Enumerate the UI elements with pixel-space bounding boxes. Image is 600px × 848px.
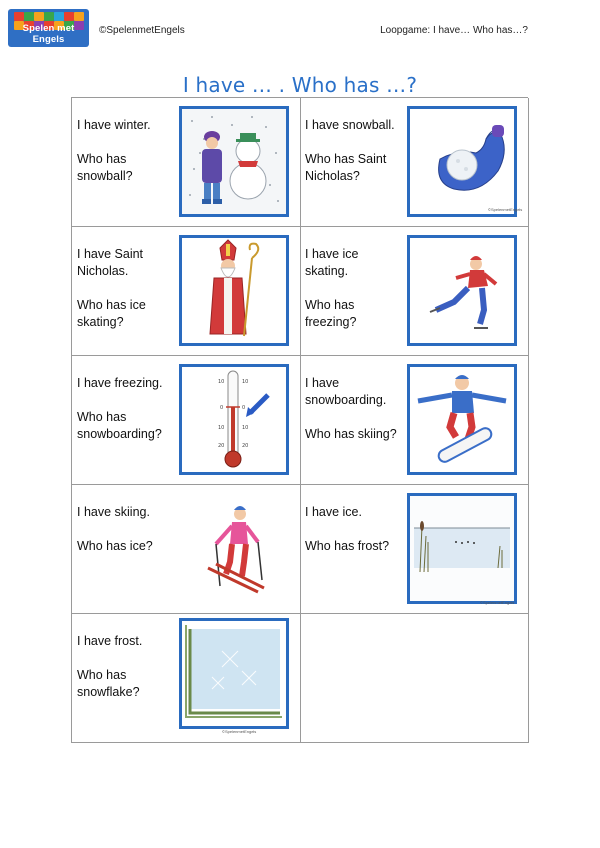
card-skiing bbox=[72, 485, 301, 614]
image-credit: ©SpelenmetEngels bbox=[488, 207, 523, 212]
card-snowboarding bbox=[300, 356, 529, 485]
logo-block bbox=[74, 12, 84, 21]
logo-block bbox=[14, 12, 24, 21]
image-credit: ©SpelenmetEngels bbox=[222, 729, 257, 734]
card-ask-text: Who has freezing? bbox=[305, 298, 357, 329]
card-ask-text: Who has skiing? bbox=[305, 427, 397, 441]
image-credit: ©SpelenmetEngels bbox=[480, 600, 515, 605]
card-picture bbox=[179, 106, 289, 217]
card-text bbox=[305, 504, 401, 555]
thermo-label: 20 bbox=[218, 443, 225, 449]
card-text bbox=[77, 246, 173, 331]
frost-window-icon bbox=[182, 621, 286, 726]
card-have-text: I have snowboarding. bbox=[305, 376, 387, 407]
card-have-text: I have frost. bbox=[77, 634, 143, 648]
logo-block bbox=[44, 12, 54, 21]
card-snowball bbox=[300, 98, 529, 227]
card-text bbox=[77, 375, 173, 443]
ice-skater-icon bbox=[410, 238, 514, 343]
snowman-icon bbox=[182, 109, 286, 214]
snowboarder-icon bbox=[410, 367, 514, 472]
card-text bbox=[305, 117, 401, 185]
card-picture bbox=[179, 618, 289, 729]
thermo-label: 10 bbox=[218, 379, 225, 385]
thermo-label: 0 bbox=[220, 405, 224, 411]
card-have-text: I have ice. bbox=[305, 505, 362, 519]
logo bbox=[8, 9, 89, 47]
page-title: I have … . Who has …? bbox=[182, 73, 418, 97]
frozen-lake-icon bbox=[410, 496, 514, 601]
card-text bbox=[77, 504, 173, 555]
logo-block bbox=[64, 12, 74, 21]
copyright-text: ©SpelenmetEngels bbox=[99, 25, 185, 36]
card-text bbox=[77, 117, 173, 185]
card-frost bbox=[72, 614, 301, 743]
card-picture bbox=[179, 493, 289, 604]
empty-cell bbox=[300, 614, 529, 743]
card-text bbox=[77, 633, 173, 701]
card-ask-text: Who has ice skating? bbox=[77, 298, 146, 329]
thermo-label: 0 bbox=[242, 405, 246, 411]
thermo-label: 10 bbox=[218, 425, 225, 431]
card-picture bbox=[179, 235, 289, 346]
card-have-text: I have Saint Nicholas. bbox=[77, 247, 144, 278]
thermometer-icon bbox=[182, 367, 286, 472]
card-ask-text: Who has frost? bbox=[305, 539, 390, 553]
card-picture bbox=[407, 364, 517, 475]
card-text bbox=[305, 375, 401, 443]
card-have-text: I have skiing. bbox=[77, 505, 150, 519]
card-ask-text: Who has snowball? bbox=[77, 152, 133, 183]
card-have-text: I have winter. bbox=[77, 118, 151, 132]
logo-text: Spelen met Engels bbox=[22, 23, 75, 45]
card-have-text: I have freezing. bbox=[77, 376, 163, 390]
card-ask-text: Who has ice? bbox=[77, 539, 153, 553]
card-grid bbox=[71, 97, 528, 743]
snowball-mitten-icon bbox=[410, 109, 514, 214]
card-have-text: I have ice skating. bbox=[305, 247, 359, 278]
logo-block bbox=[54, 12, 64, 21]
card-winter bbox=[72, 98, 301, 227]
thermo-label: 10 bbox=[242, 379, 249, 385]
skier-icon bbox=[182, 496, 286, 601]
card-saint-nicholas bbox=[72, 227, 301, 356]
card-text bbox=[305, 246, 401, 331]
saint-nicholas-icon bbox=[182, 238, 286, 343]
card-ask-text: Who has snowflake? bbox=[77, 668, 140, 699]
card-ask-text: Who has Saint Nicholas? bbox=[305, 152, 387, 183]
card-ask-text: Who has snowboarding? bbox=[77, 410, 162, 441]
card-picture bbox=[179, 364, 289, 475]
logo-block bbox=[24, 12, 34, 21]
thermo-label: 10 bbox=[242, 425, 249, 431]
card-picture bbox=[407, 493, 517, 604]
card-have-text: I have snowball. bbox=[305, 118, 395, 132]
card-ice bbox=[300, 485, 529, 614]
card-picture bbox=[407, 235, 517, 346]
card-picture bbox=[407, 106, 517, 217]
logo-block bbox=[34, 12, 44, 21]
game-title-text: Loopgame: I have… Who has…? bbox=[380, 25, 528, 36]
thermo-label: 20 bbox=[242, 443, 249, 449]
card-freezing bbox=[72, 356, 301, 485]
card-ice-skating bbox=[300, 227, 529, 356]
